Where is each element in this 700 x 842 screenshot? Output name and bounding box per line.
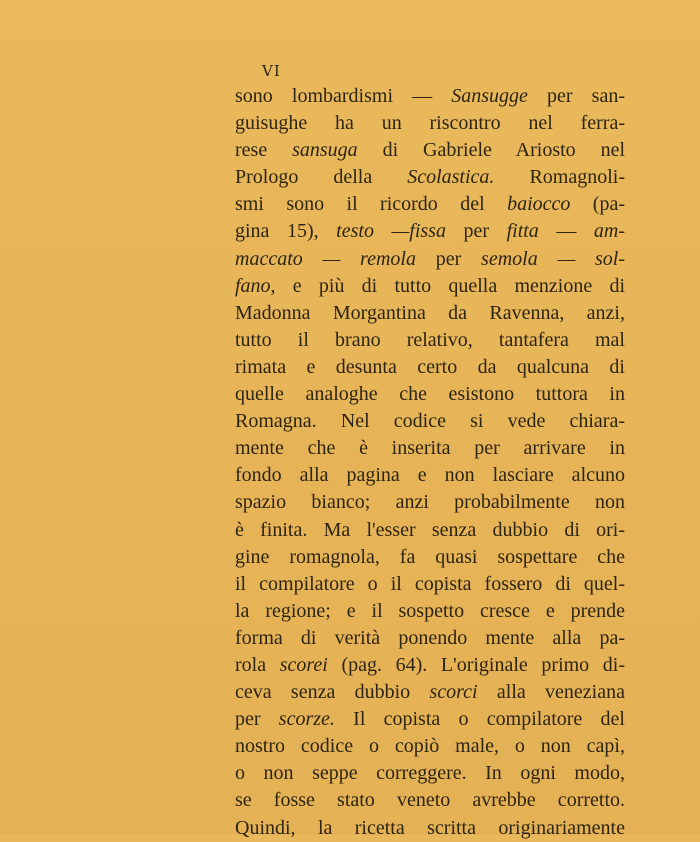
text-run: per	[445, 220, 507, 243]
text-line	[235, 571, 625, 598]
text-line	[235, 110, 625, 137]
text-run: o non seppe correggere. In ogni modo,	[235, 762, 625, 785]
text-run: tutto il brano relativo, tantafera mal	[235, 328, 625, 351]
text-line	[235, 625, 625, 652]
italic-text: sansuga	[292, 139, 358, 162]
text-line	[235, 408, 625, 435]
text-run: guisughe ha un riscontro nel ferra-	[235, 112, 625, 135]
text-run: Prologo della	[235, 166, 408, 189]
text-line	[235, 327, 625, 354]
text-line	[235, 354, 625, 381]
text-run: Romagna. Nel codice si vede chiara-	[235, 410, 625, 433]
text-run: nostro codice o copiò male, o non capì,	[235, 735, 625, 758]
italic-text: Scolastica.	[407, 166, 495, 189]
text-run: Romagnoli-	[494, 166, 625, 189]
text-line	[235, 760, 625, 787]
text-run: è finita. Ma l'esser senza dubbio di ori-	[235, 518, 625, 541]
text-run: Quindi, la ricetta scritta originariamente	[235, 816, 625, 839]
italic-text: scorci	[429, 681, 478, 704]
italic-text: baiocco	[507, 193, 571, 216]
text-run: rola	[235, 653, 280, 676]
italic-text: maccato — remola	[235, 247, 416, 270]
text-run: per	[235, 708, 279, 731]
italic-text: fano,	[235, 274, 276, 297]
text-line	[235, 218, 625, 245]
text-run: di Gabriele Ariosto nel	[357, 139, 625, 162]
text-run: per	[415, 247, 482, 270]
italic-text: scorei	[279, 653, 328, 676]
text-line	[235, 598, 625, 625]
text-run: Il copista o compilatore del	[334, 708, 625, 731]
text-line	[235, 164, 625, 191]
italic-text: scorze.	[278, 708, 335, 731]
text-run: spazio bianco; anzi probabilmente non	[235, 491, 625, 514]
text-run: e più di tutto quella menzione di	[275, 274, 625, 297]
text-run: smi sono il ricordo del	[235, 193, 508, 216]
text-line	[235, 787, 625, 814]
text-line	[235, 679, 625, 706]
text-run: sono lombardismi —	[235, 85, 452, 107]
italic-text: am-	[593, 220, 625, 243]
body-text	[235, 83, 625, 842]
text-run: quelle analoghe che esistono tuttora in	[235, 383, 625, 406]
italic-text: fitta	[506, 220, 539, 243]
text-run: rese	[235, 139, 293, 162]
italic-text: Sansugge	[451, 85, 528, 107]
text-line	[235, 435, 625, 462]
text-line	[235, 815, 625, 842]
text-line	[235, 137, 625, 164]
text-line	[235, 191, 625, 218]
text-line	[235, 381, 625, 408]
text-line	[235, 300, 625, 327]
text-run: alla veneziana	[477, 681, 625, 704]
text-line	[235, 246, 625, 273]
text-line	[235, 517, 625, 544]
text-run: gine romagnola, fa quasi sospettare che	[235, 545, 625, 568]
text-run: rimata e desunta certo da qualcuna di	[235, 355, 625, 378]
text-run: (pag. 64). L'originale primo di-	[327, 653, 625, 676]
text-run: il compilatore o il copista fossero di quel-	[235, 572, 625, 595]
text-run: forma di verità ponendo mente alla pa-	[235, 626, 625, 649]
text-run: ceva senza dubbio	[235, 681, 430, 704]
text-line	[235, 706, 625, 733]
text-line	[235, 652, 625, 679]
text-run: la regione; e il sospetto cresce e prende	[235, 599, 625, 622]
text-run: se fosse stato veneto avrebbe corretto.	[235, 789, 625, 812]
text-run: (pa-	[570, 193, 625, 216]
text-run: —	[538, 220, 594, 243]
text-run: mente che è inserita per arrivare in	[235, 437, 625, 460]
italic-text: testo —fissa	[336, 220, 446, 243]
text-line	[235, 462, 625, 489]
text-line	[235, 733, 625, 760]
text-line	[235, 273, 625, 300]
text-run: per san-	[527, 85, 625, 107]
text-line	[235, 544, 625, 571]
text-run: gina 15),	[235, 220, 337, 243]
page-number: VI	[262, 62, 281, 80]
italic-text: semola — sol-	[481, 247, 625, 270]
text-run: Madonna Morgantina da Ravenna, anzi,	[235, 301, 625, 324]
text-line	[235, 489, 625, 516]
text-line	[235, 83, 625, 110]
text-run: fondo alla pagina e non lasciare alcuno	[235, 464, 625, 487]
